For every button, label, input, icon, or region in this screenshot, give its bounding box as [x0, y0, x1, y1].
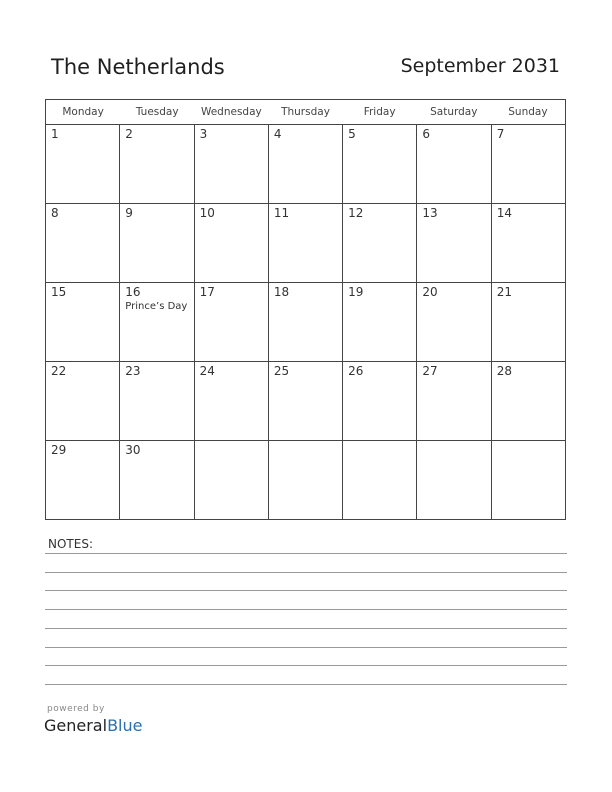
week-row [46, 204, 565, 283]
day-cell [417, 125, 491, 203]
day-number: 23 [125, 364, 141, 378]
weekday-label: Tuesday [135, 106, 179, 118]
note-line [45, 684, 567, 685]
day-cell [46, 362, 120, 440]
day-cell [343, 125, 417, 203]
note-line [45, 628, 567, 629]
day-cell [120, 125, 194, 203]
day-cell [120, 362, 194, 440]
day-cell [195, 362, 269, 440]
day-cell [195, 125, 269, 203]
day-cell [269, 441, 343, 519]
day-number: 14 [496, 206, 512, 220]
day-number: 11 [273, 206, 290, 220]
notes-label: NOTES: [48, 537, 93, 551]
powered-by-text: powered by [47, 704, 105, 714]
day-cell [343, 362, 417, 440]
day-number: 17 [199, 285, 215, 299]
day-cell [343, 441, 417, 519]
day-number: 24 [199, 364, 215, 378]
week-row [46, 125, 565, 204]
day-number: 9 [125, 206, 133, 220]
day-number: 7 [496, 127, 505, 141]
note-line [45, 665, 567, 666]
day-number: 13 [422, 206, 438, 220]
day-cell [417, 362, 491, 440]
day-cell [195, 283, 269, 361]
day-number: 2 [125, 127, 133, 141]
day-cell [269, 204, 343, 282]
day-cell [195, 441, 269, 519]
weekday-label: Saturday [430, 106, 478, 118]
note-line [45, 647, 567, 648]
day-number: 28 [496, 364, 512, 378]
day-cell [417, 283, 491, 361]
month-year-title: September 2031 [400, 55, 560, 77]
day-number: 30 [125, 443, 141, 457]
day-number: 25 [273, 364, 290, 378]
note-line [45, 553, 567, 554]
day-number: 15 [51, 285, 67, 299]
holiday-label: Prince’s Day [125, 301, 188, 312]
brand-blue: Blue [107, 716, 143, 735]
day-cell [269, 283, 343, 361]
week-row [46, 441, 565, 519]
day-number: 8 [51, 206, 59, 220]
day-cell [46, 283, 120, 361]
note-line [45, 572, 567, 573]
day-cell [46, 125, 120, 203]
day-cell [120, 283, 194, 361]
weekday-header [46, 100, 565, 125]
day-cell [343, 204, 417, 282]
day-cell [417, 204, 491, 282]
day-cell [46, 204, 120, 282]
note-line [45, 609, 567, 610]
calendar-grid [45, 99, 566, 520]
day-cell [492, 125, 565, 203]
day-number: 18 [273, 285, 290, 299]
day-number: 16 [125, 285, 141, 299]
brand-general: General [44, 716, 108, 735]
note-line [45, 590, 567, 591]
weekday-label: Wednesday [200, 106, 262, 118]
weekday-label: Monday [62, 106, 104, 118]
day-number: 5 [348, 127, 356, 141]
day-number: 10 [199, 206, 215, 220]
day-cell [195, 204, 269, 282]
day-number: 20 [422, 285, 438, 299]
day-cell [120, 204, 194, 282]
day-number: 27 [422, 364, 438, 378]
day-cell [269, 362, 343, 440]
day-cell [492, 204, 565, 282]
day-cell [46, 441, 120, 519]
weekday-label: Thursday [281, 106, 330, 118]
week-row [46, 283, 565, 362]
day-cell [120, 441, 194, 519]
generalblue-logo [44, 716, 142, 735]
day-cell [269, 125, 343, 203]
day-cell [492, 362, 565, 440]
weekday-label: Sunday [508, 106, 548, 118]
day-number: 3 [199, 127, 208, 141]
day-number: 4 [273, 127, 282, 141]
day-cell [343, 283, 417, 361]
day-number: 12 [348, 206, 364, 220]
day-number: 19 [348, 285, 364, 299]
day-cell [417, 441, 491, 519]
country-title: The Netherlands [51, 55, 225, 79]
week-row [46, 362, 565, 441]
day-cell [492, 441, 565, 519]
day-number: 21 [496, 285, 512, 299]
day-number: 29 [51, 443, 67, 457]
day-number: 6 [422, 127, 431, 141]
day-number: 22 [51, 364, 67, 378]
day-cell [492, 283, 565, 361]
day-number: 1 [51, 127, 59, 141]
weekday-label: Friday [363, 106, 396, 118]
day-number: 26 [348, 364, 364, 378]
